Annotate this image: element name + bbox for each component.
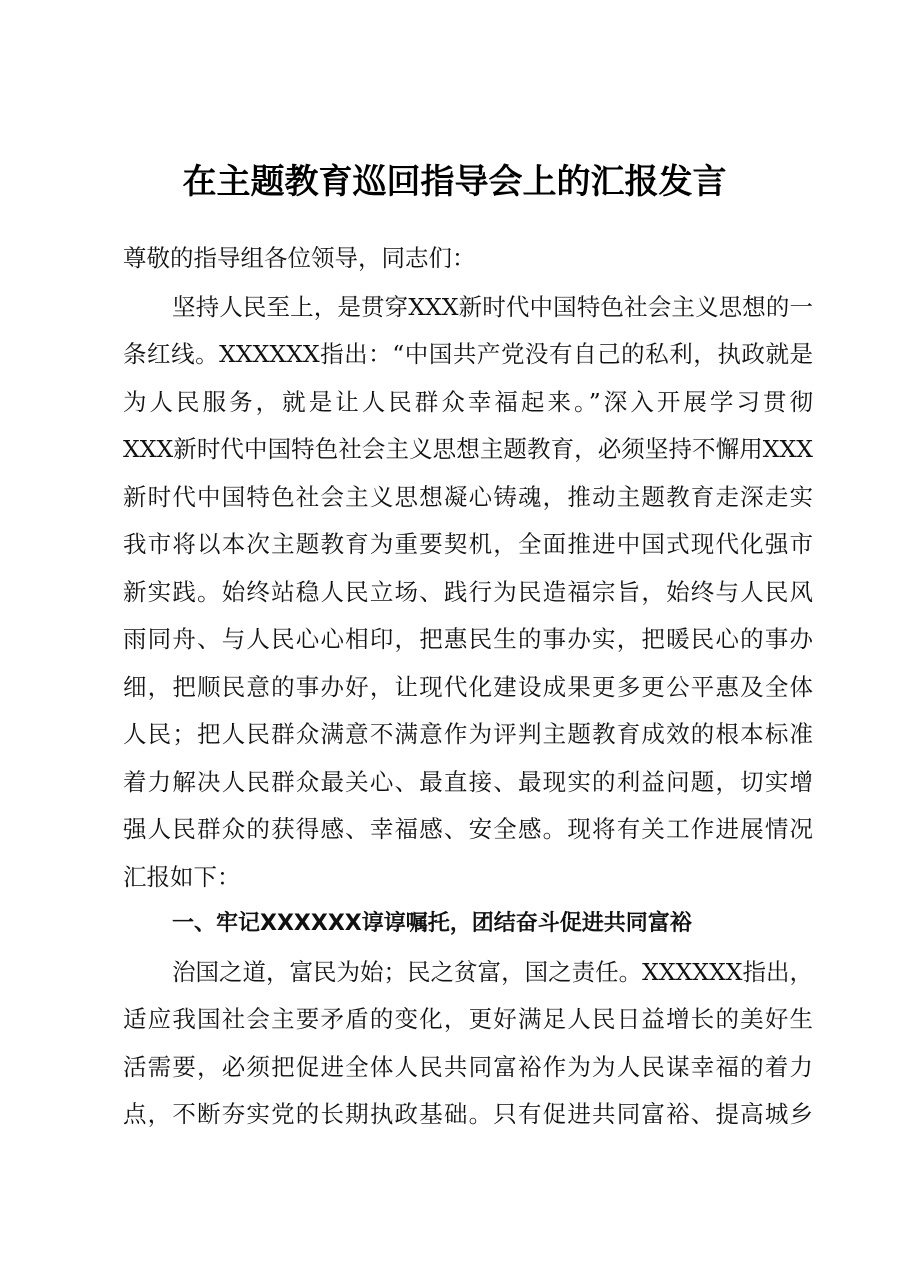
paragraph-line: 强人民群众的获得感、幸福感、安全感。现将有关工作进展情况 — [123, 815, 813, 843]
paragraph-line: 点，不断夯实党的长期执政基础。只有促进共同富裕、提高城乡 — [123, 1100, 813, 1128]
paragraph-line: 着力解决人民群众最关心、最直接、最现实的利益问题，切实增 — [123, 768, 813, 796]
salutation: 尊敬的指导组各位领导，同志们： — [123, 244, 476, 272]
paragraph-line: 细，把顺民意的事办好，让现代化建设成果更多更公平惠及全体 — [123, 673, 813, 701]
paragraph-line: 雨同舟、与人民心心相印，把惠民生的事办实，把暖民心的事办 — [123, 625, 813, 653]
paragraph-line: 适应我国社会主要矛盾的变化，更好满足人民日益增长的美好生 — [123, 1005, 813, 1033]
paragraph-line: 汇报如下： — [123, 863, 241, 891]
paragraph-line: XXX新时代中国特色社会主义思想主题教育，必须坚持不懈用XXX — [123, 435, 813, 463]
section-heading: 一、牢记XXXXXX谆谆嘱托，团结奋斗促进共同富裕 — [172, 911, 692, 936]
paragraph-line: 人民；把人民群众满意不满意作为评判主题教育成效的根本标准 — [123, 720, 813, 748]
paragraph-line: 活需要，必须把促进全体人民共同富裕作为为人民谋幸福的着力 — [123, 1053, 813, 1081]
paragraph-line: 坚持人民至上，是贯穿XXX新时代中国特色社会主义思想的一 — [172, 293, 813, 321]
paragraph-line: 新时代中国特色社会主义思想凝心铸魂，推动主题教育走深走实 — [123, 483, 813, 511]
paragraph-line: 新实践。始终站稳人民立场、践行为民造福宗旨，始终与人民风 — [123, 578, 813, 606]
paragraph-line: 我市将以本次主题教育为重要契机，全面推进中国式现代化强市 — [123, 530, 813, 558]
paragraph-line: 条红线。XXXXXX指出：“中国共产党没有自己的私利，执政就是 — [123, 340, 813, 368]
paragraph-line: 为人民服务，就是让人民群众幸福起来。”深入开展学习贯彻 — [123, 388, 813, 416]
paragraph-line: 治国之道，富民为始；民之贫富，国之责任。XXXXXX指出， — [172, 958, 813, 986]
document-title: 在主题教育巡回指导会上的汇报发言 — [182, 162, 727, 202]
